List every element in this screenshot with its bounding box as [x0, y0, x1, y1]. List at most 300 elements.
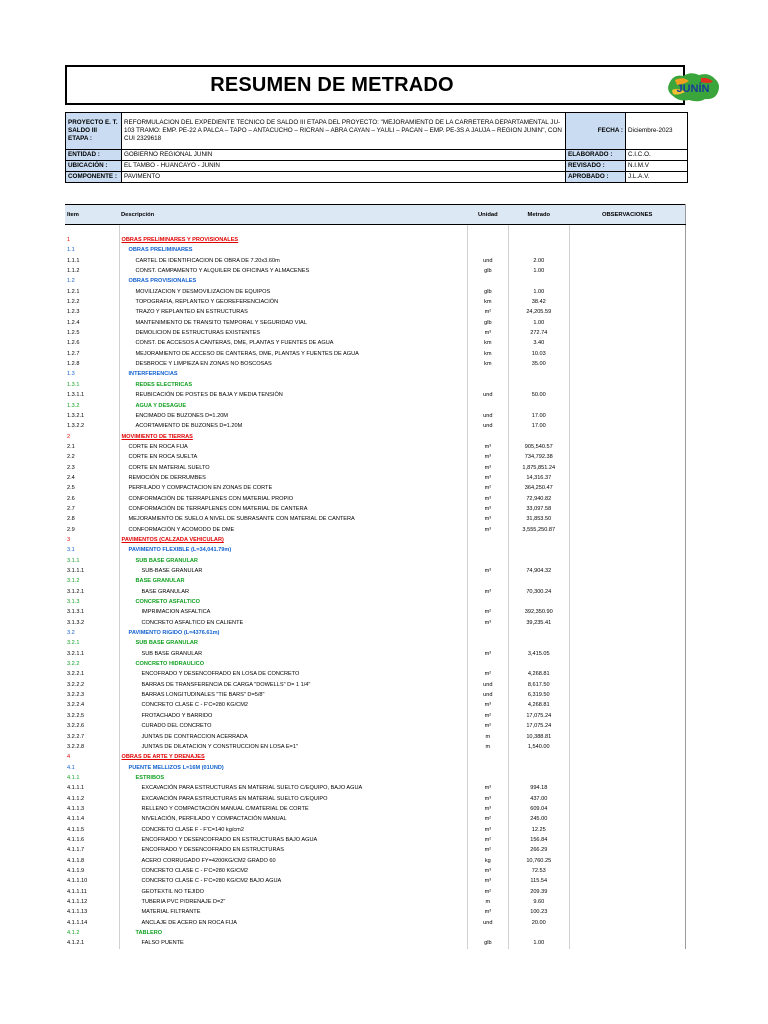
- row-metrado: [508, 245, 569, 255]
- row-item: 1.1.1: [65, 256, 119, 266]
- entidad-value: GOBIERNO REGIONAL JUNIN: [122, 150, 566, 161]
- row-unidad: m³: [467, 618, 508, 628]
- row-item: 4.1.1.8: [65, 856, 119, 866]
- row-observaciones: [569, 680, 685, 690]
- row-descripcion: DESBROCE Y LIMPIEZA EN ZONAS NO BOSCOSAS: [119, 359, 467, 369]
- row-descripcion: TABLERO: [119, 928, 467, 938]
- row-item: 3.1.2.1: [65, 587, 119, 597]
- row-descripcion: MANTENIMIENTO DE TRANSITO TEMPORAL Y SEGURIDAD VIAL: [119, 318, 467, 328]
- row-item: 1.3.2: [65, 401, 119, 411]
- row-descripcion: SUB BASE GRANULAR: [119, 556, 467, 566]
- ubicacion-label: UBICACIÓN :: [66, 161, 122, 172]
- table-row: [65, 897, 686, 907]
- row-descripcion: CORTE EN MATERIAL SUELTO: [119, 463, 467, 473]
- row-metrado: 1,540.00: [508, 742, 569, 752]
- row-unidad: [467, 380, 508, 390]
- row-observaciones: [569, 369, 685, 379]
- row-metrado: 1.00: [508, 318, 569, 328]
- row-unidad: [467, 628, 508, 638]
- row-observaciones: [569, 876, 685, 886]
- table-row: [65, 804, 686, 814]
- row-descripcion: SUB BASE GRANULAR: [119, 638, 467, 648]
- row-item: 2.9: [65, 525, 119, 535]
- table-row: [65, 618, 686, 628]
- row-metrado: 1.00: [508, 938, 569, 948]
- row-metrado: 1,875,851.24: [508, 463, 569, 473]
- row-observaciones: [569, 525, 685, 535]
- row-item: 1: [65, 235, 119, 245]
- row-item: 3.1.1.1: [65, 566, 119, 576]
- row-descripcion: FALSO PUENTE: [119, 938, 467, 948]
- row-item: 4.1.2.1: [65, 938, 119, 948]
- row-item: 4.1: [65, 763, 119, 773]
- row-metrado: 10,388.81: [508, 732, 569, 742]
- table-row: [65, 380, 686, 390]
- table-row: [65, 463, 686, 473]
- row-metrado: 266.29: [508, 845, 569, 855]
- row-descripcion: ENCOFRADO Y DESENCOFRADO EN LOSA DE CONCRETO: [119, 669, 467, 679]
- row-item: 2.7: [65, 504, 119, 514]
- row-item: 3.1: [65, 545, 119, 555]
- row-item: 1.2.5: [65, 328, 119, 338]
- row-observaciones: [569, 256, 685, 266]
- table-row: [65, 297, 686, 307]
- row-observaciones: [569, 835, 685, 845]
- table-row: [65, 887, 686, 897]
- row-metrado: 17,075.24: [508, 721, 569, 731]
- row-observaciones: [569, 576, 685, 586]
- row-descripcion: INTERFERENCIAS: [119, 369, 467, 379]
- row-observaciones: [569, 297, 685, 307]
- row-unidad: [467, 535, 508, 545]
- row-descripcion: ENCOFRADO Y DESENCOFRADO EN ESTRUCTURAS BAJO AGUA: [119, 835, 467, 845]
- table-row: [65, 473, 686, 483]
- row-descripcion: CURADO DEL CONCRETO: [119, 721, 467, 731]
- row-observaciones: [569, 494, 685, 504]
- row-observaciones: [569, 566, 685, 576]
- row-descripcion: RELLENO Y COMPACTACIÓN MANUAL C/MATERIAL DE CORTE: [119, 804, 467, 814]
- row-observaciones: [569, 938, 685, 948]
- row-unidad: m³: [467, 463, 508, 473]
- row-metrado: [508, 535, 569, 545]
- row-descripcion: BARRAS DE TRANSFERENCIA DE CARGA "DOWELLS" D= 1 1/4": [119, 680, 467, 690]
- row-descripcion: CONST. DE ACCESOS A CANTERAS, DME, PLANTAS Y FUENTES DE AGUA: [119, 338, 467, 348]
- table-header-row: [65, 205, 686, 225]
- row-descripcion: BASE GRANULAR: [119, 576, 467, 586]
- table-row: [65, 545, 686, 555]
- row-unidad: m³: [467, 494, 508, 504]
- row-item: 3.2.2.8: [65, 742, 119, 752]
- row-item: 2.1: [65, 442, 119, 452]
- row-unidad: und: [467, 411, 508, 421]
- row-unidad: m²: [467, 711, 508, 721]
- table-row: [65, 525, 686, 535]
- table-row: [65, 773, 686, 783]
- table-row: [65, 442, 686, 452]
- table-row: [65, 276, 686, 286]
- row-unidad: m: [467, 732, 508, 742]
- row-descripcion: NIVELACIÓN, PERFILADO Y COMPACTACIÓN MANUAL: [119, 814, 467, 824]
- row-descripcion: CARTEL DE IDENTIFICACION DE OBRA DE 7.20x3.60m: [119, 256, 467, 266]
- row-descripcion: IMPRIMACION ASFALTICA: [119, 607, 467, 617]
- row-observaciones: [569, 380, 685, 390]
- row-unidad: [467, 369, 508, 379]
- row-observaciones: [569, 504, 685, 514]
- row-metrado: [508, 369, 569, 379]
- row-unidad: [467, 432, 508, 442]
- row-descripcion: MEJORAMIENTO DE SUELO A NIVEL DE SUBRASANTE CON MATERIAL DE CANTERA: [119, 514, 467, 524]
- row-descripcion: CONCRETO CLASE C - F'C=280 KG/CM2: [119, 866, 467, 876]
- row-item: 3.2.2.5: [65, 711, 119, 721]
- row-observaciones: [569, 783, 685, 793]
- row-unidad: km: [467, 297, 508, 307]
- row-metrado: [508, 576, 569, 586]
- project-info-table: [65, 112, 688, 183]
- row-observaciones: [569, 814, 685, 824]
- row-unidad: [467, 773, 508, 783]
- row-item: 2.6: [65, 494, 119, 504]
- row-metrado: 994.18: [508, 783, 569, 793]
- row-item: 4: [65, 752, 119, 762]
- row-item: 3.2.2.6: [65, 721, 119, 731]
- title-box: [65, 65, 710, 105]
- page-title: RESUMEN DE METRADO: [210, 74, 454, 96]
- row-observaciones: [569, 349, 685, 359]
- row-metrado: [508, 628, 569, 638]
- table-row: [65, 794, 686, 804]
- table-row: [65, 535, 686, 545]
- row-descripcion: CONCRETO ASFALTICO EN CALIENTE: [119, 618, 467, 628]
- fecha-value: Diciembre-2023: [626, 113, 688, 150]
- row-unidad: und: [467, 680, 508, 690]
- row-item: 1.3.2.2: [65, 421, 119, 431]
- row-observaciones: [569, 856, 685, 866]
- row-unidad: m³: [467, 794, 508, 804]
- table-row: [65, 307, 686, 317]
- row-observaciones: [569, 245, 685, 255]
- row-unidad: m³: [467, 328, 508, 338]
- row-unidad: m³: [467, 442, 508, 452]
- row-observaciones: [569, 907, 685, 917]
- row-unidad: m³: [467, 452, 508, 462]
- row-metrado: 17,075.24: [508, 711, 569, 721]
- row-descripcion: ENCOFRADO Y DESENCOFRADO EN ESTRUCTURAS: [119, 845, 467, 855]
- row-observaciones: [569, 732, 685, 742]
- revisado-value: N.I.M.V: [626, 161, 688, 172]
- row-unidad: m: [467, 742, 508, 752]
- row-item: 4.1.1.10: [65, 876, 119, 886]
- row-unidad: m³: [467, 907, 508, 917]
- row-observaciones: [569, 411, 685, 421]
- row-item: 1.3: [65, 369, 119, 379]
- row-item: 3.2.2.2: [65, 680, 119, 690]
- row-descripcion: PERFILADO Y COMPACTACION EN ZONAS DE CORTE: [119, 483, 467, 493]
- row-observaciones: [569, 721, 685, 731]
- row-item: 4.1.1.1: [65, 783, 119, 793]
- table-row: [65, 256, 686, 266]
- row-observaciones: [569, 669, 685, 679]
- row-descripcion: CONCRETO HIDRAULICO: [119, 659, 467, 669]
- table-row: [65, 732, 686, 742]
- row-observaciones: [569, 659, 685, 669]
- row-item: 3.1.1: [65, 556, 119, 566]
- row-item: 1.2: [65, 276, 119, 286]
- row-metrado: 50.00: [508, 390, 569, 400]
- row-descripcion: CONCRETO CLASE C - F'C=280 KG/CM2 BAJO AGUA: [119, 876, 467, 886]
- row-unidad: m³: [467, 825, 508, 835]
- table-row: [65, 918, 686, 928]
- row-unidad: [467, 235, 508, 245]
- table-row: [65, 597, 686, 607]
- row-metrado: [508, 752, 569, 762]
- row-descripcion: REUBICACIÓN DE POSTES DE BAJA Y MEDIA TENSIÓN: [119, 390, 467, 400]
- row-descripcion: PAVIMENTOS (CALZADA VEHICULAR): [119, 535, 467, 545]
- row-descripcion: CORTE EN ROCA FIJA: [119, 442, 467, 452]
- row-descripcion: REMOCIÓN DE DERRUMBES: [119, 473, 467, 483]
- row-unidad: und: [467, 390, 508, 400]
- row-observaciones: [569, 866, 685, 876]
- row-metrado: [508, 773, 569, 783]
- row-item: 3.2.1.1: [65, 649, 119, 659]
- row-descripcion: CONCRETO CLASE F - F'C=140 kg/cm2: [119, 825, 467, 835]
- table-row: [65, 721, 686, 731]
- table-row: [65, 411, 686, 421]
- row-unidad: [467, 401, 508, 411]
- row-item: 4.1.1.12: [65, 897, 119, 907]
- row-item: 2.4: [65, 473, 119, 483]
- row-descripcion: ENCIMADO DE BUZONES D=1.20M: [119, 411, 467, 421]
- row-item: 3.2.1: [65, 638, 119, 648]
- row-descripcion: FROTACHADO Y BARRIDO: [119, 711, 467, 721]
- row-metrado: [508, 432, 569, 442]
- row-item: 1.2.7: [65, 349, 119, 359]
- row-observaciones: [569, 328, 685, 338]
- row-unidad: m²: [467, 721, 508, 731]
- row-observaciones: [569, 338, 685, 348]
- table-row: [65, 938, 686, 948]
- row-item: 3.1.3: [65, 597, 119, 607]
- table-row: [65, 432, 686, 442]
- row-metrado: 209.39: [508, 887, 569, 897]
- table-row: [65, 856, 686, 866]
- table-row: [65, 711, 686, 721]
- row-unidad: und: [467, 918, 508, 928]
- row-descripcion: AGUA Y DESAGUE: [119, 401, 467, 411]
- row-item: 4.1.1.7: [65, 845, 119, 855]
- row-metrado: 3,415.05: [508, 649, 569, 659]
- row-unidad: m³: [467, 649, 508, 659]
- row-unidad: [467, 659, 508, 669]
- row-descripcion: ESTRIBOS: [119, 773, 467, 783]
- row-unidad: km: [467, 338, 508, 348]
- row-metrado: 70,300.24: [508, 587, 569, 597]
- row-unidad: und: [467, 421, 508, 431]
- row-metrado: 3.40: [508, 338, 569, 348]
- row-metrado: 38.42: [508, 297, 569, 307]
- row-observaciones: [569, 897, 685, 907]
- row-unidad: m³: [467, 525, 508, 535]
- row-unidad: km: [467, 349, 508, 359]
- aprobado-label: APROBADO :: [566, 172, 626, 183]
- row-item: 1.3.1: [65, 380, 119, 390]
- row-unidad: m³: [467, 783, 508, 793]
- row-item: 2.8: [65, 514, 119, 524]
- row-descripcion: MOVILIZACION Y DESMOVILIZACION DE EQUIPOS: [119, 287, 467, 297]
- row-metrado: 10.03: [508, 349, 569, 359]
- header-metrado: Metrado: [508, 205, 569, 225]
- table-row: [65, 700, 686, 710]
- row-unidad: glb: [467, 287, 508, 297]
- row-unidad: m³: [467, 866, 508, 876]
- table-row: [65, 287, 686, 297]
- row-unidad: [467, 556, 508, 566]
- table-row: [65, 504, 686, 514]
- table-row: [65, 742, 686, 752]
- row-metrado: 17.00: [508, 411, 569, 421]
- row-unidad: m²: [467, 607, 508, 617]
- row-metrado: 20.00: [508, 918, 569, 928]
- proyecto-value: REFORMULACION DEL EXPEDIENTE TECNICO DE SALDO III ETAPA DEL PROYECTO: "MEJORAMIENTO DE LA CARRETERA DEPARTAMENTAL JU-103 TRAMO: EMP. PE-22 A PALCA – TAPO – ANTACUCHO – RICRAN – ABRA CAYAN – YAULI – PACAN – EMP. PE-3S A JAUJA – REGION JUNIN", CON CUI 2329618: [122, 113, 566, 150]
- row-item: 4.1.1.3: [65, 804, 119, 814]
- table-row: [65, 338, 686, 348]
- row-descripcion: OBRAS PRELIMINARES Y PROVISIONALES: [119, 235, 467, 245]
- row-item: 2.3: [65, 463, 119, 473]
- junin-logo-icon: [663, 70, 723, 104]
- table-row: [65, 845, 686, 855]
- table-row: [65, 494, 686, 504]
- elaborado-value: C.I.C.O.: [626, 150, 688, 161]
- row-observaciones: [569, 287, 685, 297]
- table-row: [65, 369, 686, 379]
- row-observaciones: [569, 763, 685, 773]
- row-metrado: 245.00: [508, 814, 569, 824]
- row-item: 1.2.4: [65, 318, 119, 328]
- row-descripcion: JUNTAS DE DILATACION Y CONSTRUCCION EN LOSA E=1": [119, 742, 467, 752]
- row-unidad: glb: [467, 318, 508, 328]
- row-metrado: [508, 928, 569, 938]
- row-metrado: 1.00: [508, 287, 569, 297]
- row-metrado: 392,350.90: [508, 607, 569, 617]
- elaborado-label: ELABORADO :: [566, 150, 626, 161]
- row-unidad: m²: [467, 814, 508, 824]
- logo-text: JUNÍN: [676, 83, 710, 95]
- row-item: 3.1.3.2: [65, 618, 119, 628]
- table-row: [65, 359, 686, 369]
- row-descripcion: JUNTAS DE CONTRACCION ACERRADA: [119, 732, 467, 742]
- row-unidad: m²: [467, 887, 508, 897]
- row-unidad: kg: [467, 856, 508, 866]
- row-observaciones: [569, 442, 685, 452]
- row-descripcion: GEOTEXTIL NO TEJIDO: [119, 887, 467, 897]
- row-item: 1.2.8: [65, 359, 119, 369]
- table-row: [65, 576, 686, 586]
- row-descripcion: CONFORMACIÓN DE TERRAPLENES CON MATERIAL PROPIO: [119, 494, 467, 504]
- row-item: 3.1.2: [65, 576, 119, 586]
- row-metrado: [508, 235, 569, 245]
- row-descripcion: EXCAVACIÓN PARA ESTRUCTURAS EN MATERIAL SUELTO C/EQUIPO, BAJO AGUA: [119, 783, 467, 793]
- row-observaciones: [569, 545, 685, 555]
- row-item: 1.2.2: [65, 297, 119, 307]
- row-descripcion: PAVIMENTO RIGIDO (L=4376.61m): [119, 628, 467, 638]
- row-item: 1.2.1: [65, 287, 119, 297]
- row-metrado: [508, 638, 569, 648]
- row-observaciones: [569, 690, 685, 700]
- row-item: 2.2: [65, 452, 119, 462]
- row-metrado: 8,617.50: [508, 680, 569, 690]
- table-row: [65, 680, 686, 690]
- row-observaciones: [569, 401, 685, 411]
- row-item: 4.1.1.14: [65, 918, 119, 928]
- fecha-label: FECHA :: [566, 113, 626, 150]
- table-row: [65, 566, 686, 576]
- row-metrado: 33,097.58: [508, 504, 569, 514]
- table-row: [65, 752, 686, 762]
- entidad-label: ENTIDAD :: [66, 150, 122, 161]
- row-descripcion: ACERO CORRUGADO FY=4200KG/CM2 GRADO 60: [119, 856, 467, 866]
- row-metrado: 17.00: [508, 421, 569, 431]
- table-row: [65, 390, 686, 400]
- row-observaciones: [569, 794, 685, 804]
- row-unidad: m³: [467, 566, 508, 576]
- revisado-label: REVISADO :: [566, 161, 626, 172]
- table-row: [65, 690, 686, 700]
- row-metrado: 734,792.38: [508, 452, 569, 462]
- table-row: [65, 928, 686, 938]
- row-unidad: [467, 576, 508, 586]
- table-row: [65, 587, 686, 597]
- row-metrado: 39,235.41: [508, 618, 569, 628]
- row-item: 1.2.6: [65, 338, 119, 348]
- row-descripcion: PUENTE MELLIZOS L=16M (01UND): [119, 763, 467, 773]
- header-unidad: Unidad: [467, 205, 508, 225]
- row-unidad: glb: [467, 938, 508, 948]
- row-item: 4.1.1.4: [65, 814, 119, 824]
- row-observaciones: [569, 711, 685, 721]
- row-descripcion: OBRAS PRELIMINARES: [119, 245, 467, 255]
- row-item: 4.1.1.11: [65, 887, 119, 897]
- row-metrado: 905,540.57: [508, 442, 569, 452]
- row-descripcion: SUB-BASE GRANULAR: [119, 566, 467, 576]
- row-item: 4.1.1.5: [65, 825, 119, 835]
- row-descripcion: BASE GRANULAR: [119, 587, 467, 597]
- row-observaciones: [569, 845, 685, 855]
- aprobado-value: J.L.A.V.: [626, 172, 688, 183]
- header-observaciones: OBSERVACIONES: [569, 205, 685, 225]
- row-metrado: 609.04: [508, 804, 569, 814]
- row-metrado: 2.00: [508, 256, 569, 266]
- row-descripcion: PAVIMENTO FLEXIBLE (L=34,041.79m): [119, 545, 467, 555]
- table-row: [65, 514, 686, 524]
- row-descripcion: MATERIAL FILTRANTE: [119, 907, 467, 917]
- row-descripcion: TUBERIA PVC P/DRENAJE D=2": [119, 897, 467, 907]
- row-metrado: 35.00: [508, 359, 569, 369]
- row-descripcion: MEJORAMIENTO DE ACCESO DE CANTERAS, DME, PLANTAS Y FUENTES DE AGUA: [119, 349, 467, 359]
- row-descripcion: TOPOGRAFIA, REPLANTEO Y GEOREFERENCIACIÓN: [119, 297, 467, 307]
- row-metrado: [508, 380, 569, 390]
- row-descripcion: EXCAVACIÓN PARA ESTRUCTURAS EN MATERIAL SUELTO C/EQUIPO: [119, 794, 467, 804]
- row-observaciones: [569, 597, 685, 607]
- row-observaciones: [569, 463, 685, 473]
- row-observaciones: [569, 483, 685, 493]
- row-metrado: 9.60: [508, 897, 569, 907]
- row-observaciones: [569, 359, 685, 369]
- row-descripcion: CONCRETO ASFALTICO: [119, 597, 467, 607]
- row-item: 2.5: [65, 483, 119, 493]
- table-row: [65, 245, 686, 255]
- row-unidad: m²: [467, 835, 508, 845]
- row-item: 3.1.3.1: [65, 607, 119, 617]
- row-descripcion: OBRAS DE ARTE Y DRENAJES: [119, 752, 467, 762]
